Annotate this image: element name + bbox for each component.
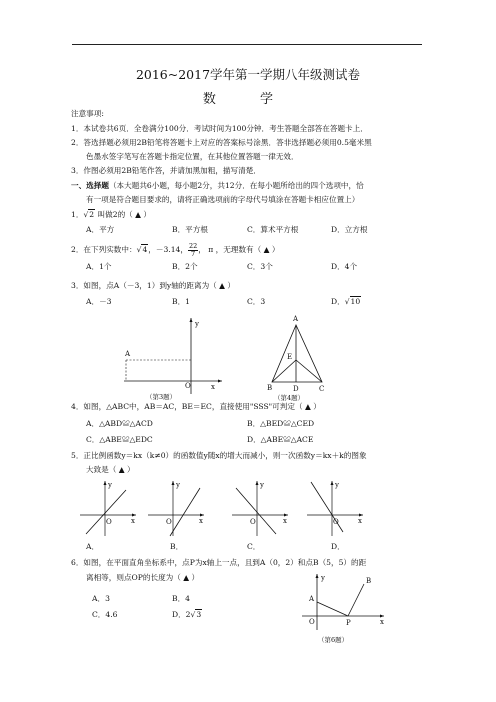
q4-fig-label-c: C [319, 385, 325, 393]
q2-stem-a: 2．在下列实数中： [71, 245, 137, 254]
q1-stem: 1．√2 叫做2的（ ▲ ） [71, 210, 152, 219]
q5-d-y: y [335, 481, 339, 489]
q4-fig-label-a: A [293, 315, 299, 323]
q4-option-a: A．△ABD≌△ACD [86, 419, 153, 428]
section-desc-2: 有一项是符合题目要求的，请将正确选项前的字母代号填涂在答题卡相应位置上） [86, 195, 360, 204]
q1-option-d: D．立方根 [331, 225, 368, 234]
notes-heading: 注意事项: [71, 109, 104, 118]
exam-title: 2016~2017学年第一学期八年级测试卷 [135, 67, 361, 82]
q6-option-d: D．2√3 [172, 610, 202, 619]
q5-d-o: O [333, 518, 339, 526]
q6-fig-x-label: x [380, 618, 384, 626]
q6-stem-1: 6．如图，在平面直角坐标系中，点P为x轴上一点，且到A（0，2）和点B（5，5）的距 [71, 558, 367, 567]
q5-option-a: A． [86, 542, 100, 551]
q1-option-c: C．算术平方根 [247, 225, 299, 234]
q5-a-o: O [106, 518, 112, 526]
q5-graph-a [78, 478, 138, 538]
q6-option-a: A．3 [92, 594, 110, 603]
q4-fig-label-e: E [287, 353, 293, 361]
q1-option-b: B．平方根 [172, 225, 208, 234]
q5-option-d: D． [331, 542, 345, 551]
q6-fig-point-a-label: A [309, 595, 315, 603]
q3-option-a: A．－3 [86, 297, 112, 306]
q5-c-o: O [250, 518, 256, 526]
q1-stem-text: 叫做2的（ ▲ ） [97, 210, 152, 219]
q3-option-d-radicand: 10 [350, 297, 361, 306]
q3-fig-origin-label: O [185, 382, 191, 390]
q5-c-y: y [260, 481, 264, 489]
q2-radicand: 4 [142, 245, 148, 254]
q3-fig-x-label: x [211, 383, 215, 391]
q3-stem: 3．如图，点A（－3，1）到y轴的距离为（ ▲ ） [71, 281, 236, 290]
q2-stem: 2．在下列实数中：√4，－3.14， $\frac{22}{7}$ ， π ，无理数有（ ▲ ） [71, 241, 280, 258]
q3-option-c: C．3 [247, 297, 266, 306]
q5-d-x: x [358, 517, 362, 525]
q5-stem-1: 5．正比例函数y＝kx（k≠0）的函数值y随x的增大而减小，则一次函数y＝kx＋k的图象 [71, 451, 367, 460]
q5-graph-d [305, 478, 365, 538]
q2-frac-den: 7 [191, 249, 196, 258]
q1-option-a: A．平方 [86, 225, 115, 234]
q5-option-c: C． [247, 542, 261, 551]
q5-stem-2: 大致是（ ▲ ） [86, 465, 135, 474]
q2-stem-b: ，－3.14， [148, 245, 188, 254]
q3-option-b: B．1 [172, 297, 191, 306]
q6-fig-y-label: y [321, 574, 325, 582]
q2-option-d: D．4个 [331, 262, 358, 271]
q6-fig-point-b-label: B [366, 577, 372, 585]
q5-graph-b [146, 478, 206, 538]
q4-fig-caption: （第4题） [274, 394, 305, 402]
q6-option-b: B．4 [172, 594, 191, 603]
note-item-2-cont: 色墨水签字笔写在答题卡指定位置，在其他位置答题一律无效． [86, 152, 299, 161]
q3-fig-y-label: y [195, 320, 199, 328]
section-label: 一、选择题 [71, 181, 109, 190]
q6-option-d-radicand: 3 [196, 610, 202, 619]
q3-option-d: D．√10 [331, 297, 361, 306]
q2-option-b: B．2个 [172, 262, 198, 271]
q2-fraction [188, 243, 198, 258]
q4-stem: 4．如图，△ABC中，AB＝AC，BE＝EC，直接使用"SSS"可判定（ ▲ ） [71, 402, 321, 411]
q3-fig-caption: （第3题） [146, 393, 177, 401]
q2-stem-c: ， π ，无理数有（ ▲ ） [198, 245, 280, 254]
q4-fig-label-d: D [293, 385, 299, 393]
q5-graph-c [230, 478, 290, 538]
q4-option-c: C．△ABE≌△EDC [86, 435, 153, 444]
q1-radicand: 2 [89, 210, 95, 219]
q3-figure [118, 314, 228, 402]
q2-frac-num: 22 [188, 241, 198, 250]
q5-b-x: x [199, 517, 203, 525]
q4-figure [262, 312, 332, 404]
q4-option-b: B．△BED≌△CED [247, 419, 315, 428]
q6-option-c: C．4.6 [92, 610, 118, 619]
q3-fig-point-a-label: A [125, 350, 131, 358]
section-heading [71, 181, 364, 191]
note-item-1: 1．本试卷共6页．全卷满分100分．考试时间为100分钟．考生答题全部答在答题卡上． [71, 124, 368, 133]
q5-b-y: y [176, 481, 180, 489]
q4-fig-label-b: B [267, 384, 273, 392]
q5-b-o: O [166, 518, 172, 526]
section-desc-1: （本大题共6小题，每小题2分，共12分．在每小题所给出的四个选项中，恰 [108, 181, 364, 190]
header-rule [72, 44, 422, 45]
q5-c-x: x [283, 517, 287, 525]
exam-subject: 数 学 [202, 92, 294, 107]
q5-option-b: B． [170, 542, 184, 551]
note-item-2: 2．答选择题必须用2B铅笔将答题卡上对应的答案标号涂黑．答非选择题必须用0.5毫米黑 [71, 138, 372, 147]
q4-option-d: D．△ABE≌△ACE [247, 435, 314, 444]
note-item-3: 3．作图必须用2B铅笔作答，并请加黑加粗，描写清楚． [71, 166, 261, 175]
q6-stem-2: 离相等，则点OP的长度为（ ▲ ） [86, 573, 200, 582]
q6-fig-origin-label: O [309, 618, 315, 626]
q2-option-a: A．1个 [86, 262, 112, 271]
q5-a-x: x [131, 517, 135, 525]
q2-option-c: C．3个 [247, 262, 273, 271]
q6-option-d-label: D．2 [172, 610, 191, 619]
q6-fig-caption: （第6题） [318, 636, 349, 644]
q3-option-d-label: D． [331, 297, 345, 306]
q5-a-y: y [108, 481, 112, 489]
q6-figure [298, 568, 388, 648]
q1-number: 1． [71, 210, 84, 219]
q6-fig-point-p-label: P [346, 619, 351, 627]
